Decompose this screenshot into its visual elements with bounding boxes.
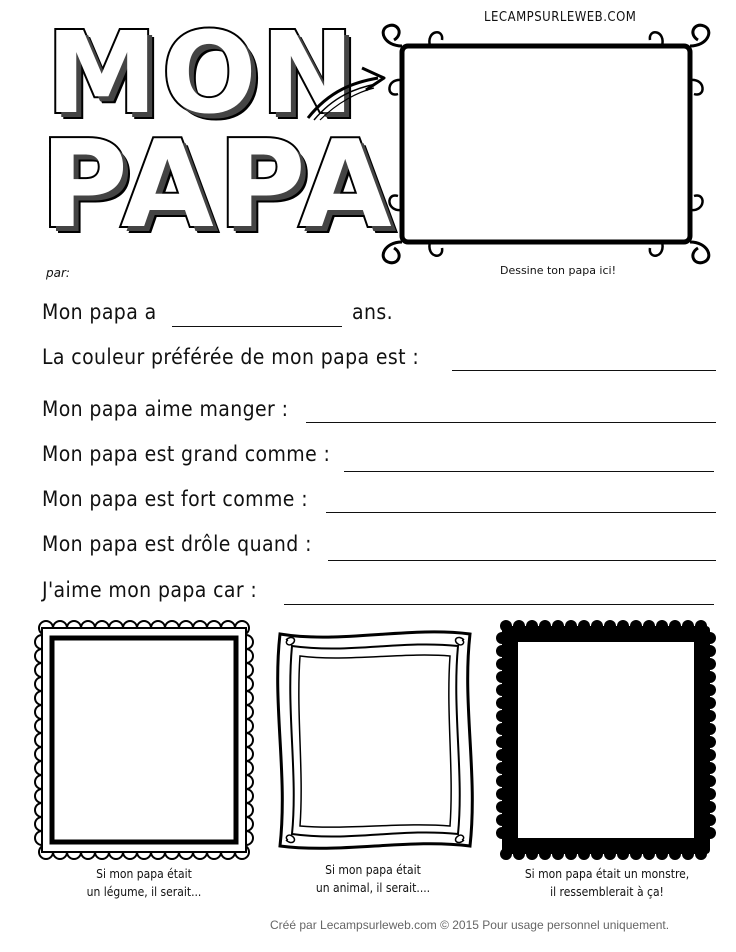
title-mon: MON bbox=[46, 9, 359, 139]
love-question: J'aime mon papa car : bbox=[42, 578, 258, 602]
tall-answer-line[interactable] bbox=[344, 471, 714, 472]
age-answer-line[interactable] bbox=[172, 326, 342, 327]
love-answer-line[interactable] bbox=[284, 604, 714, 605]
site-name: LECAMPSURLEWEB.COM bbox=[484, 10, 637, 25]
funny-question: Mon papa est drôle quand : bbox=[42, 532, 312, 556]
tall-question: Mon papa est grand comme : bbox=[42, 442, 331, 466]
strong-answer-line[interactable] bbox=[326, 512, 716, 513]
vegetable-frame[interactable] bbox=[32, 618, 256, 862]
monster-frame[interactable] bbox=[494, 618, 718, 862]
food-question: Mon papa aime manger : bbox=[42, 397, 289, 421]
age-suffix: ans. bbox=[352, 300, 393, 324]
color-answer-line[interactable] bbox=[452, 370, 716, 371]
food-answer-line[interactable] bbox=[306, 422, 716, 423]
drawing-frame-main[interactable] bbox=[374, 20, 718, 266]
title-papa: PAPA bbox=[40, 116, 396, 255]
animal-caption-1: Si mon papa était bbox=[325, 863, 421, 877]
monster-caption-1: Si mon papa était un monstre, bbox=[524, 867, 690, 881]
vegetable-caption-1: Si mon papa était bbox=[96, 867, 192, 881]
color-question: La couleur préférée de mon papa est : bbox=[42, 345, 420, 369]
by-label: par: bbox=[46, 266, 70, 280]
funny-answer-line[interactable] bbox=[328, 560, 716, 561]
draw-caption: Dessine ton papa ici! bbox=[499, 264, 616, 277]
animal-caption-2: un animal, il serait.... bbox=[315, 881, 431, 895]
footer-credit: Créé par Lecampsurleweb.com © 2015 Pour usage personnel uniquement. bbox=[270, 918, 670, 932]
vegetable-caption-2: un légume, il serait... bbox=[86, 885, 202, 899]
monster-caption-2: il ressemblerait à ça! bbox=[550, 885, 664, 899]
strong-question: Mon papa est fort comme : bbox=[42, 487, 308, 511]
age-prefix: Mon papa a bbox=[42, 300, 157, 324]
animal-frame[interactable] bbox=[270, 624, 480, 856]
